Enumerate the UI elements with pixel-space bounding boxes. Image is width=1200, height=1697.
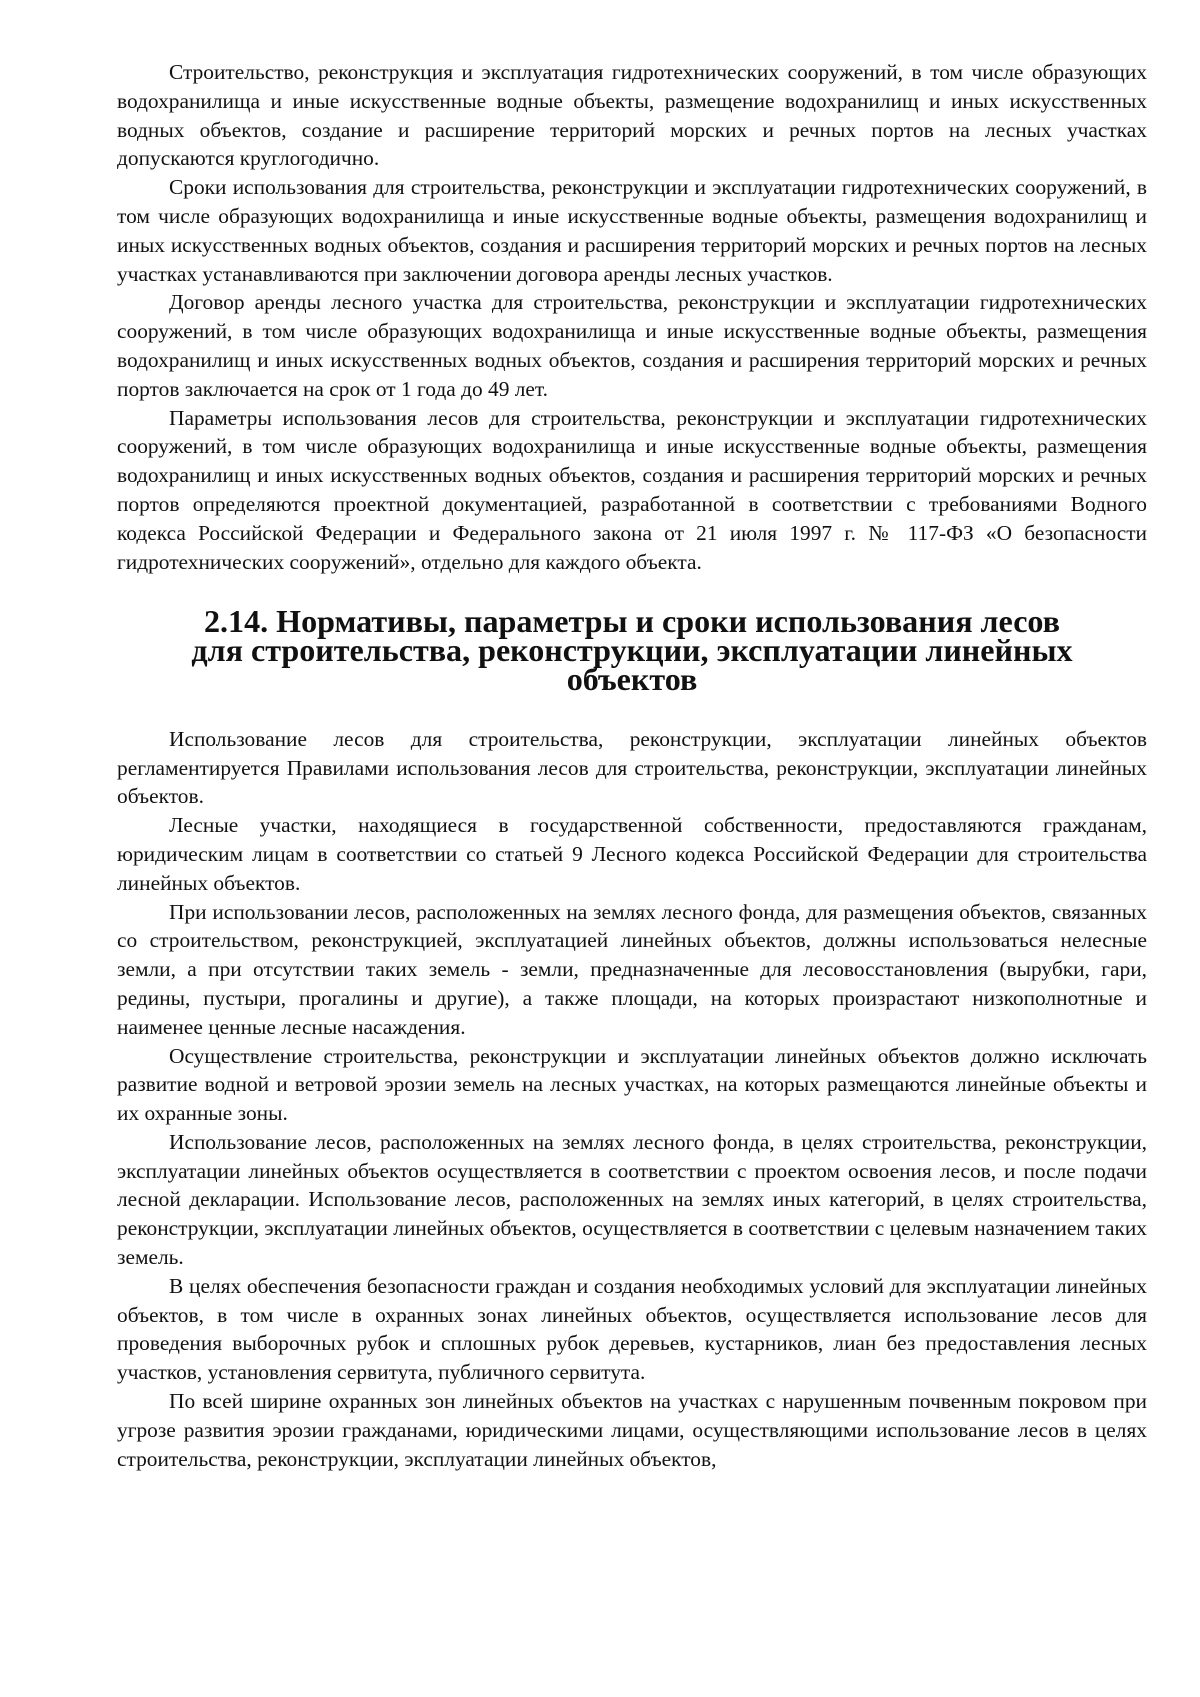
section-linear-objects [117, 725, 1147, 1474]
section-heading-line: объектов [566, 660, 698, 697]
section-heading-line: для строительства, реконструкции, эксплуатации линейных [191, 632, 1073, 669]
paragraph: По всей ширине охранных зон линейных объектов на участках с нарушенным почвенным покровом при угрозе развития эрозии гражданами, юридическими лицами, осуществляющими использование лесов в целях строительства, реконструкции, эксплуатации линейных объектов, [117, 1389, 1147, 1471]
paragraph: Лесные участки, находящиеся в государственной собственности, предоставляются гражданам, юридическим лицам в соответствии со статьей 9 Лесного кодекса Российской Федерации для строительства линейных объектов. [117, 813, 1147, 895]
paragraph: При использовании лесов, расположенных на землях лесного фонда, для размещения объектов, связанных со строительством, реконструкцией, эксплуатацией линейных объектов, должны использоваться нелесные земли, а при отсутствии таких земель - земли, предназначенные для лесовосстановления (вырубки, гари, редины, пустыри, прогалины и другие), а также площади, на которых произрастают низкополнотные и наименее ценные лесные насаждения. [117, 899, 1147, 1039]
paragraph: Использование лесов для строительства, реконструкции, эксплуатации линейных объектов регламентируется Правилами использования лесов для строительства, реконструкции, эксплуатации линейных объектов. [117, 726, 1147, 809]
section-heading [117, 603, 1147, 697]
paragraph: Использование лесов, расположенных на землях лесного фонда, в целях строительства, реконструкции, эксплуатации линейных объектов осуществляется в соответствии с проектом освоения лесов, и после подачи лесной декларации. Использование лесов, расположенных на землях иных категорий, в целях строительства, реконструкции, эксплуатации линейных объектов, осуществляется в соответствии с целевым назначением таких земель. [117, 1129, 1147, 1270]
document-page [117, 58, 1147, 1473]
section-hydrotechnical [117, 58, 1147, 576]
section-heading-line: 2.14. Нормативы, параметры и сроки использования лесов [203, 603, 1060, 640]
paragraph: Параметры использования лесов для строительства, реконструкции и эксплуатации гидротехнических сооружений, в том числе образующих водохранилища и иные искусственные водные объекты, размещения водохранилищ и иных искусственных водных объектов, создания и расширения территорий морских и речных портов определяются проектной документацией, разработанной в соответствии с требованиями Водного кодекса Российской Федерации и Федерального закона от 21 июля 1997 г. № 117-ФЗ «О безопасности гидротехнических сооружений», отдельно для каждого объекта. [117, 405, 1147, 574]
paragraph: Договор аренды лесного участка для строительства, реконструкции и эксплуатации гидротехнических сооружений, в том числе образующих водохранилища и иные искусственные водные объекты, размещения водохранилищ и иных искусственных водных объектов, создания и расширения территорий морских и речных портов заключается на срок от 1 года до 49 лет. [117, 290, 1147, 401]
paragraph: Строительство, реконструкция и эксплуатация гидротехнических сооружений, в том числе образующих водохранилища и иные искусственные водные объекты, размещение водохранилищ и иных искусственных водных объектов, создание и расширение территорий морских и речных портов на лесных участках допускаются круглогодично. [117, 60, 1147, 171]
paragraph: В целях обеспечения безопасности граждан и создания необходимых условий для эксплуатации линейных объектов, в том числе в охранных зонах линейных объектов, осуществляется использование лесов для проведения выборочных рубок и сплошных рубок деревьев, кустарников, лиан без предоставления лесных участков, установления сервитута, публичного сервитута. [117, 1273, 1147, 1385]
paragraph: Сроки использования для строительства, реконструкции и эксплуатации гидротехнических сооружений, в том числе образующих водохранилища и иные искусственные водные объекты, размещения водохранилищ и иных искусственных водных объектов, создания и расширения территорий морских и речных портов на лесных участках устанавливаются при заключении договора аренды лесных участков. [117, 175, 1147, 286]
paragraph: Осуществление строительства, реконструкции и эксплуатации линейных объектов должно исключать развитие водной и ветровой эрозии земель на лесных участках, на которых размещаются линейные объекты и их охранные зоны. [117, 1043, 1147, 1126]
